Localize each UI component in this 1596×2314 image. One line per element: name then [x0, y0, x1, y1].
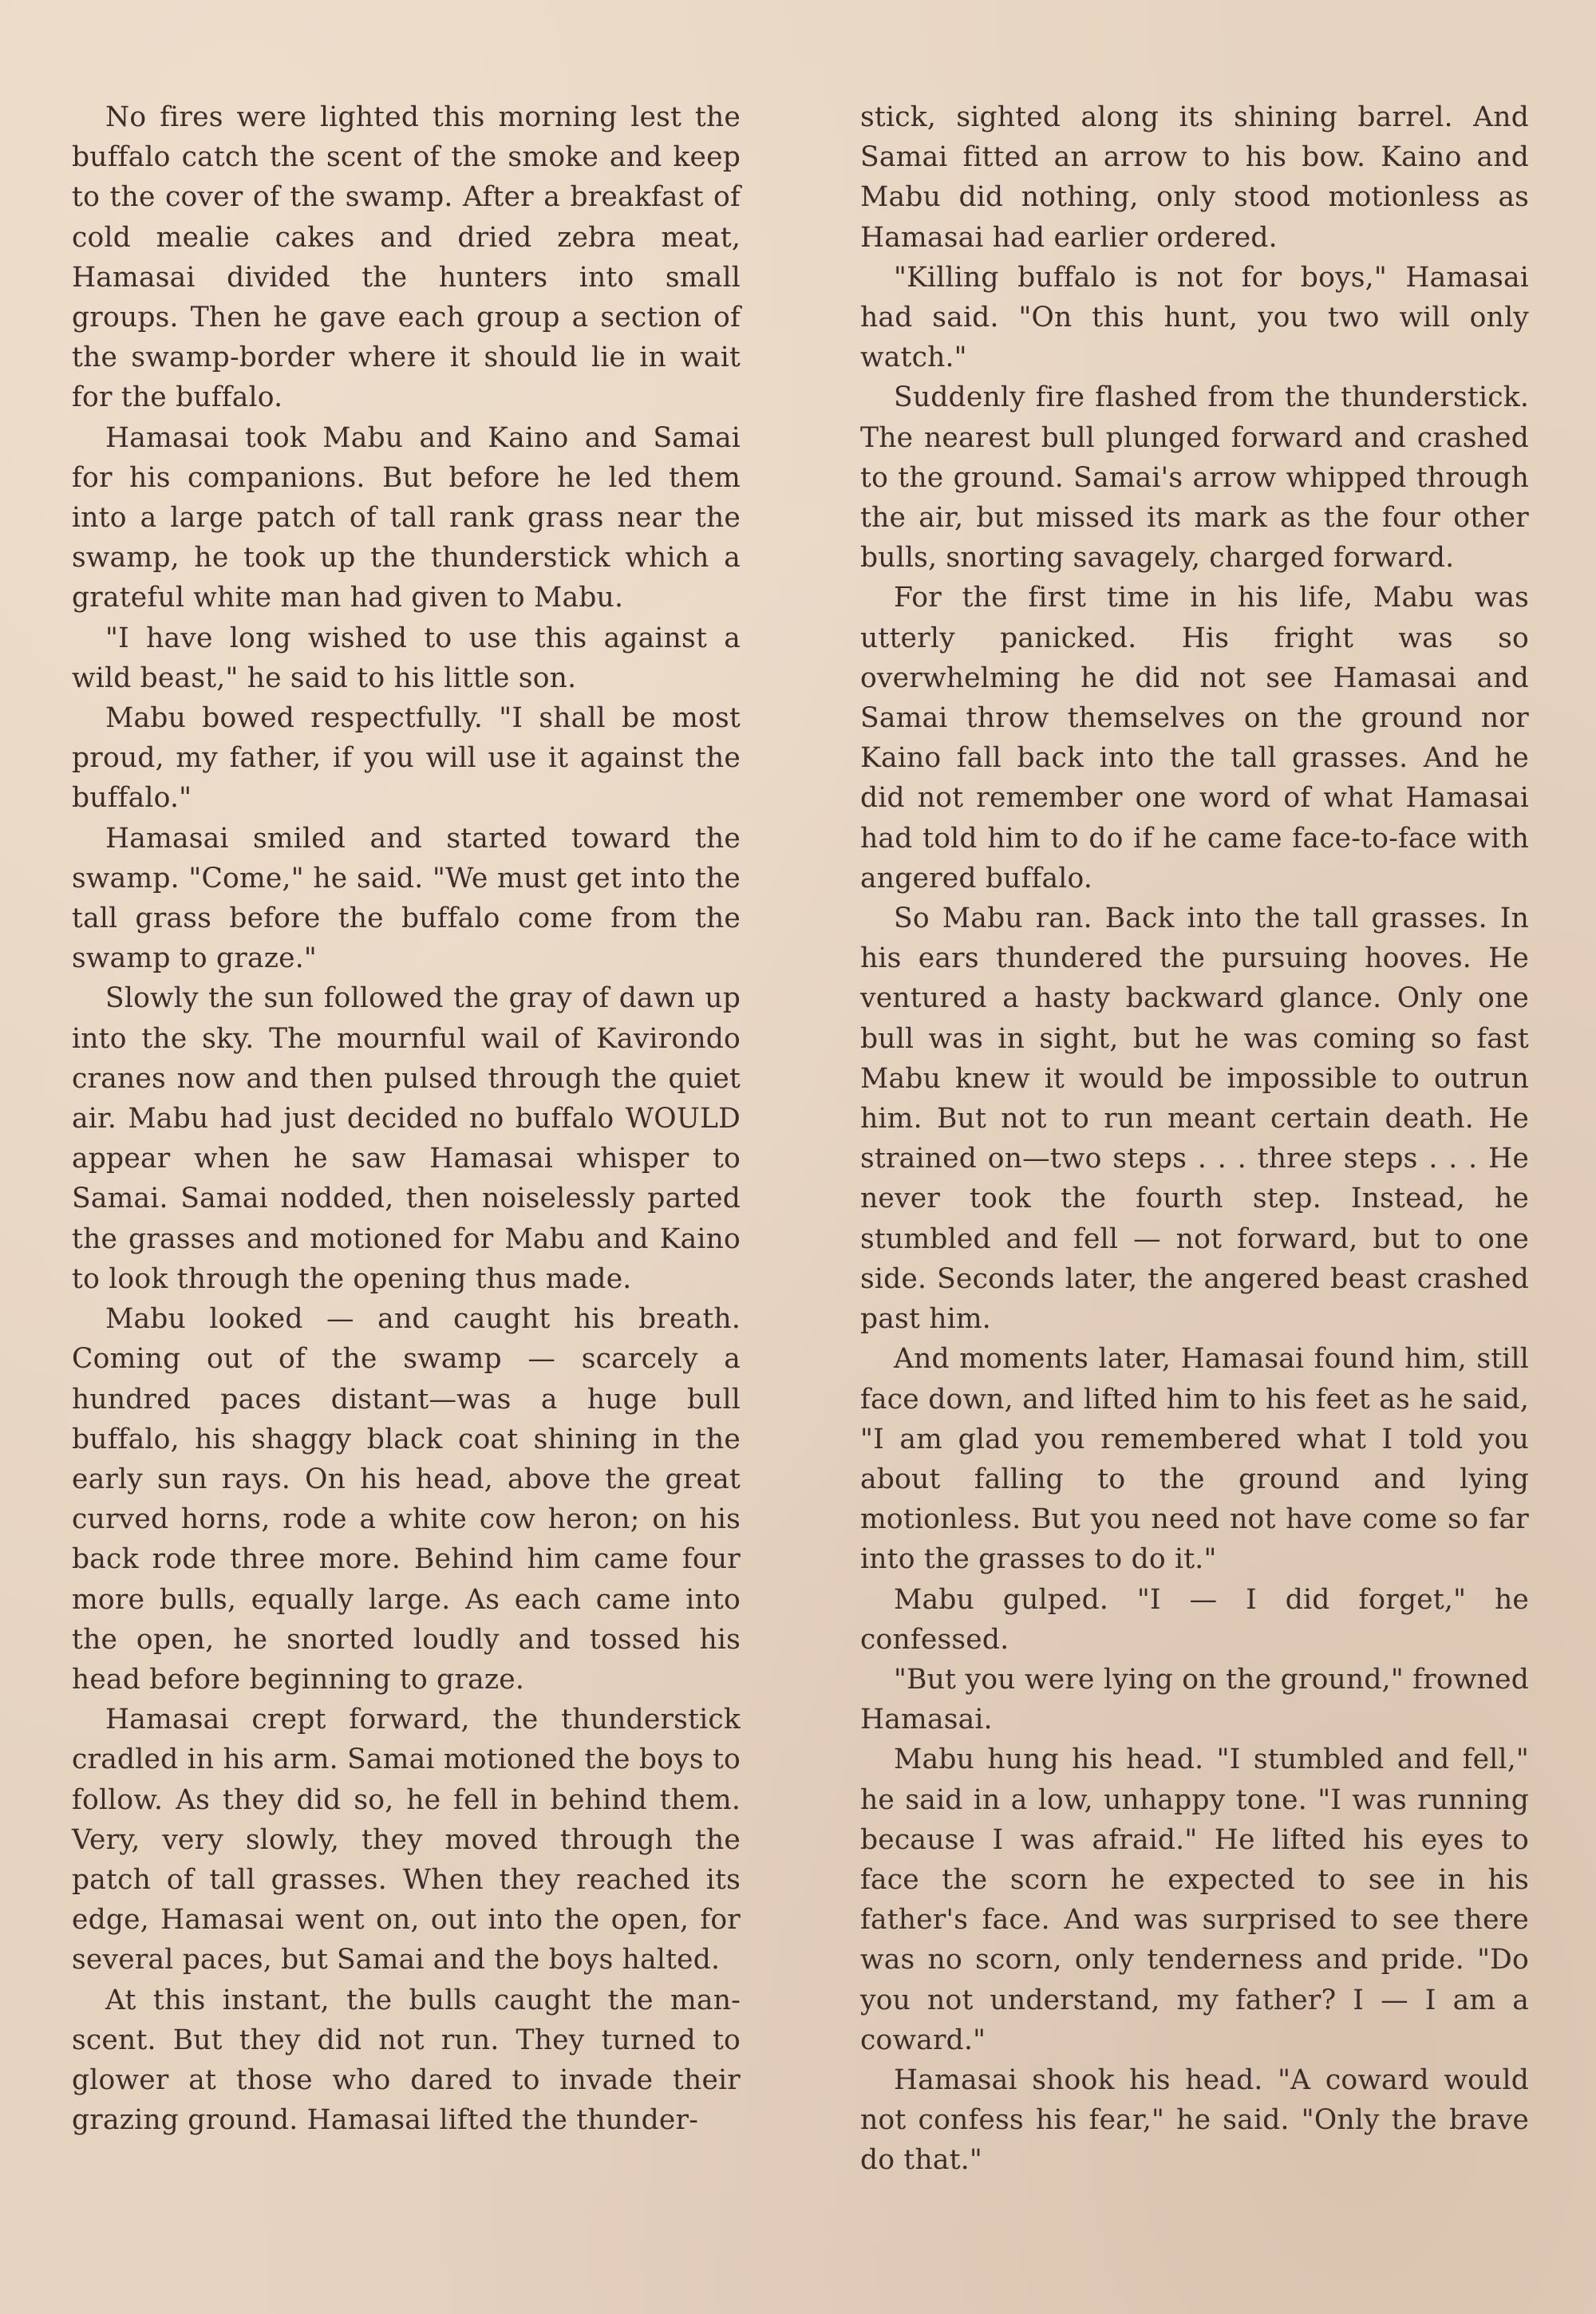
- paragraph-lying: "But you were lying on the ground," frowned Hamasai.: [860, 1663, 1529, 1736]
- paragraph-gulped: Mabu gulped. "I — I did forget," he confessed.: [860, 1583, 1529, 1656]
- paragraph-ran: So Mabu ran. Back into the tall grasses. In his ears thundered the pursuing hooves. He ventured a hasty backward glance. Only one bull was in sight, but he was coming so fast Mabu knew it would be impossible to outrun him. But not to run meant certain death. He strained on—two steps . . . three steps . . . He never took the fourth step. Instead, he stumbled and fell — not forward, but to one side. Seconds later, the angered beast crashed past him.: [860, 902, 1529, 1336]
- paragraph-panicked: For the first time in his life, Mabu was utterly panicked. His fright was so overwhelming he did not see Hamasai and Samai throw themselves on the ground nor Kaino fall back into the tall grasses. And he did not remember one word of what Hamasai had told him to do if he came face-to-face with angered buffalo.: [860, 582, 1529, 894]
- paragraph-hung-head: Mabu hung his head. "I stumbled and fell," he said in a low, unhappy tone. "I was running because I was afraid." He lifted his eyes to face the scorn he expected to see in his father's face. And was surprised to see there was no scorn, only tenderness and pride. "Do you not understand, my father? I — I am a coward.": [860, 1743, 1529, 2056]
- paragraph-bowed: Mabu bowed respectfully. "I shall be most proud, my father, if you will use it against the buffalo.": [72, 702, 741, 815]
- paragraph-sighted: stick, sighted along its shining barrel. And Samai fitted an arrow to his bow. Kaino and Mabu did nothing, only stood motionless as Hamasai had earlier ordered.: [860, 101, 1529, 254]
- left-column: [72, 97, 741, 2140]
- paragraph-moments-later: And moments later, Hamasai found him, still face down, and lifted him to his feet as he said, "I am glad you remembered what I told you about falling to the ground and lying motionless. But you need not have come so far into the grasses to do it.": [860, 1343, 1529, 1576]
- paragraph-looked: Mabu looked — and caught his breath. Coming out of the swamp — scarcely a hundred paces distant—was a huge bull buffalo, his shaggy black coat shining in the early sun rays. On his head, above the great curved horns, rode a white cow heron; on his back rode three more. Behind him came four more bulls, equally large. As each came into the open, he snorted loudly and tossed his head before beginning to graze.: [72, 1303, 741, 1696]
- paragraph-sun: Slowly the sun followed the gray of dawn up into the sky. The mournful wail of Kavirondo cranes now and then pulsed through the quiet air. Mabu had just decided no buffalo WOULD appear when he saw Hamasai whisper to Samai. Samai nodded, then noiselessly parted the grasses and motioned for Mabu and Kaino to look through the opening thus made.: [72, 982, 741, 1295]
- paragraph-instant: At this instant, the bulls caught the man-scent. But they did not run. They turned to glower at those who dared to invade their grazing ground. Hamasai lifted the thunder-: [72, 1984, 741, 2137]
- right-column: [860, 97, 1529, 2181]
- paragraph-shook-head: Hamasai shook his head. "A coward would not confess his fear," he said. "Only the brave do that.": [860, 2063, 1529, 2177]
- paragraph-fire-flashed: Suddenly fire flashed from the thunderstick. The nearest bull plunged forward and crashed to the ground. Samai's arrow whipped through the air, but missed its mark as the four other bulls, snorting savagely, charged forward.: [860, 381, 1529, 575]
- paragraph-crept: Hamasai crept forward, the thunderstick cradled in his arm. Samai motioned the boys to follow. As they did so, he fell in behind them. Very, very slowly, they moved through the patch of tall grasses. When they reached its edge, Hamasai went on, out into the open, for several paces, but Samai and the boys halted.: [72, 1704, 741, 1976]
- paragraph-killing: "Killing buffalo is not for boys," Hamasai had said. "On this hunt, you two will only watch.": [860, 261, 1529, 374]
- paragraph-smiled: Hamasai smiled and started toward the swamp. "Come," he said. "We must get into the tall grass before the buffalo come from the swamp to graze.": [72, 822, 741, 975]
- paragraph-fires: No fires were lighted this morning lest the buffalo catch the scent of the smoke and keep to the cover of the swamp. After a breakfast of cold mealie cakes and dried zebra meat, Hamasai divided the hunters into small groups. Then he gave each group a section of the swamp-border where it should lie in wait for the buffalo.: [72, 101, 741, 414]
- paragraph-long-wished: "I have long wished to use this against a wild beast," he said to his little son.: [72, 622, 741, 694]
- paragraph-companions: Hamasai took Mabu and Kaino and Samai for his companions. But before he led them into a large patch of tall rank grass near the swamp, he took up the thunderstick which a grateful white man had given to Mabu.: [72, 421, 741, 614]
